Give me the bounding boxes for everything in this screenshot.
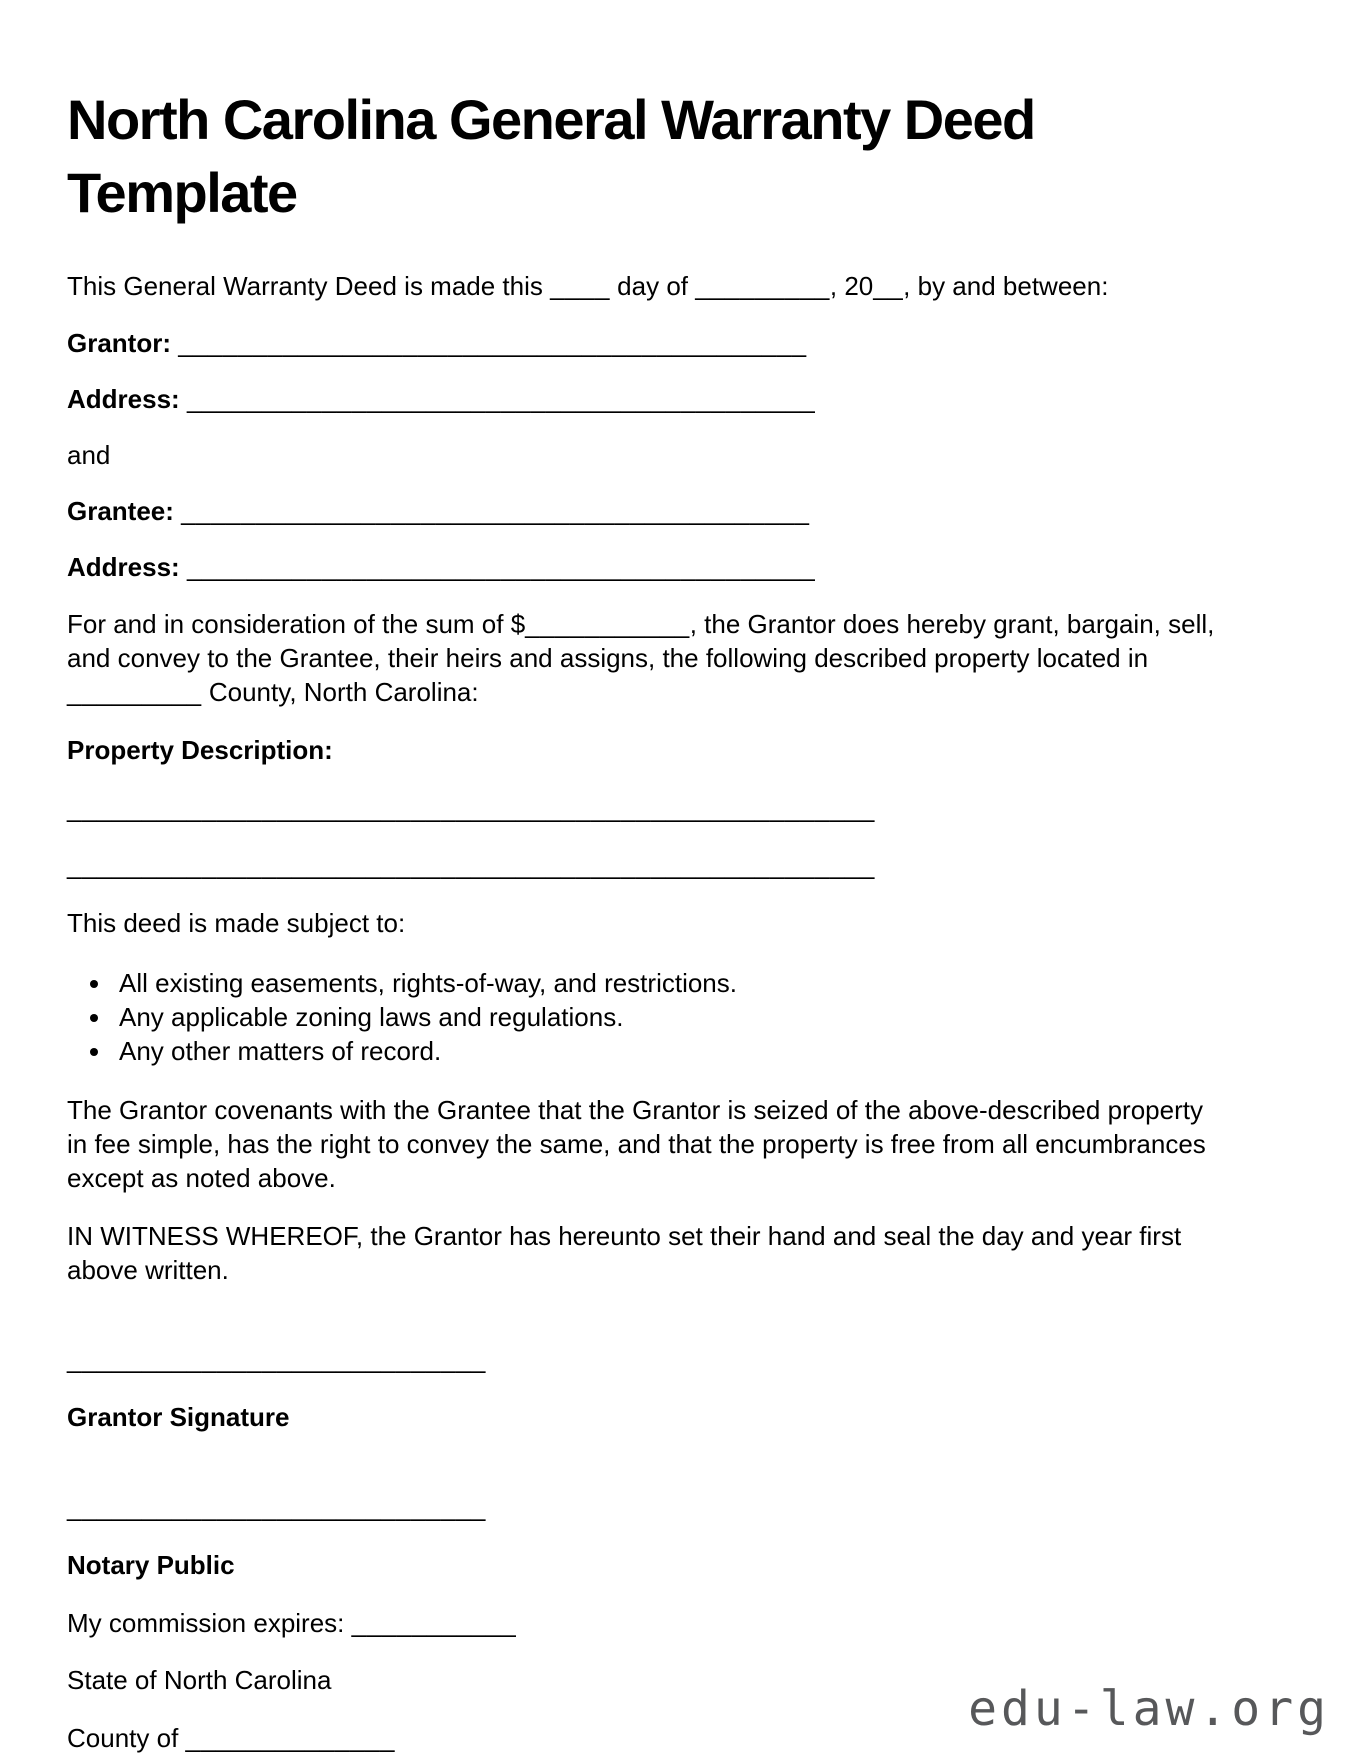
intro-text-1: This General Warranty Deed is made this	[67, 270, 551, 301]
grantee-address-blank: __________________________________________	[186, 551, 816, 582]
grantee-label: Grantee:	[67, 495, 174, 526]
grantor-address-label: Address:	[67, 384, 180, 415]
consideration-text-2: , the Grantor does hereby grant, bargain, sell, and convey to the Grantee, their heirs and assigns, the following described property located in	[67, 609, 1215, 674]
grantor-address-row	[67, 383, 1228, 417]
document-title: North Carolina General Warranty Deed Template	[67, 88, 1035, 224]
deed-document	[67, 84, 1228, 1763]
list-item: • Any applicable zoning laws and regulations.	[113, 1001, 1228, 1035]
state-row: State of North Carolina	[67, 1665, 332, 1696]
covenant-paragraph: The Grantor covenants with the Grantee that the Grantor is seized of the above-described property in fee simple, has the right to convey the same, and that the property is free from all encumbrances except as noted above.	[67, 1095, 1206, 1193]
grantee-name-blank: __________________________________________	[181, 495, 810, 526]
grantee-address-row	[67, 551, 1228, 585]
witness-paragraph: IN WITNESS WHEREOF, the Grantor has hereunto set their hand and seal the day and year first above written.	[67, 1220, 1182, 1285]
property-description-line-2: ______________________________________________________	[67, 850, 875, 881]
grantor-label: Grantor:	[67, 328, 171, 359]
commission-row	[67, 1607, 1228, 1641]
property-description-label: Property Description:	[67, 734, 333, 765]
county-blank: _________	[67, 676, 202, 707]
year-blank: __	[873, 270, 904, 301]
consideration-text-1: For and in consideration of the sum of $	[67, 609, 526, 640]
list-item: • Any other matters of record.	[113, 1035, 1228, 1069]
grantor-signature-line: ____________________________	[67, 1344, 486, 1375]
edu-law-watermark: edu-law.org	[968, 1681, 1330, 1737]
notary-signature-line: ____________________________	[67, 1491, 486, 1522]
property-description-line-1: ______________________________________________________	[67, 792, 875, 823]
commission-text: My commission expires:	[67, 1607, 352, 1638]
consideration-paragraph	[67, 608, 1228, 709]
month-blank: _________	[695, 270, 830, 301]
list-item: • All existing easements, rights-of-way, and restrictions.	[113, 967, 1228, 1001]
sum-blank: ___________	[525, 609, 690, 640]
intro-text-2: day of	[609, 270, 696, 301]
county-of-text: County of	[67, 1723, 186, 1754]
commission-blank: ___________	[351, 1607, 517, 1638]
subject-to-list	[67, 967, 1228, 1068]
county-of-blank: ______________	[185, 1723, 395, 1754]
grantee-address-label: Address:	[67, 551, 180, 582]
grantor-signature-label: Grantor Signature	[67, 1402, 290, 1433]
grantee-row	[67, 495, 1228, 529]
notary-public-label: Notary Public	[67, 1549, 235, 1580]
subject-to-label: This deed is made subject to:	[67, 908, 406, 939]
and-text: and	[67, 439, 111, 470]
day-blank: ____	[550, 270, 610, 301]
consideration-text-3: County, North Carolina:	[201, 676, 479, 707]
intro-text-3: , 20	[829, 270, 874, 301]
grantor-address-blank: __________________________________________	[186, 384, 816, 415]
grantor-row	[67, 327, 1228, 361]
grantor-name-blank: __________________________________________	[178, 328, 807, 359]
intro-text-4: , by and between:	[903, 270, 1109, 301]
intro-paragraph	[67, 270, 1228, 304]
